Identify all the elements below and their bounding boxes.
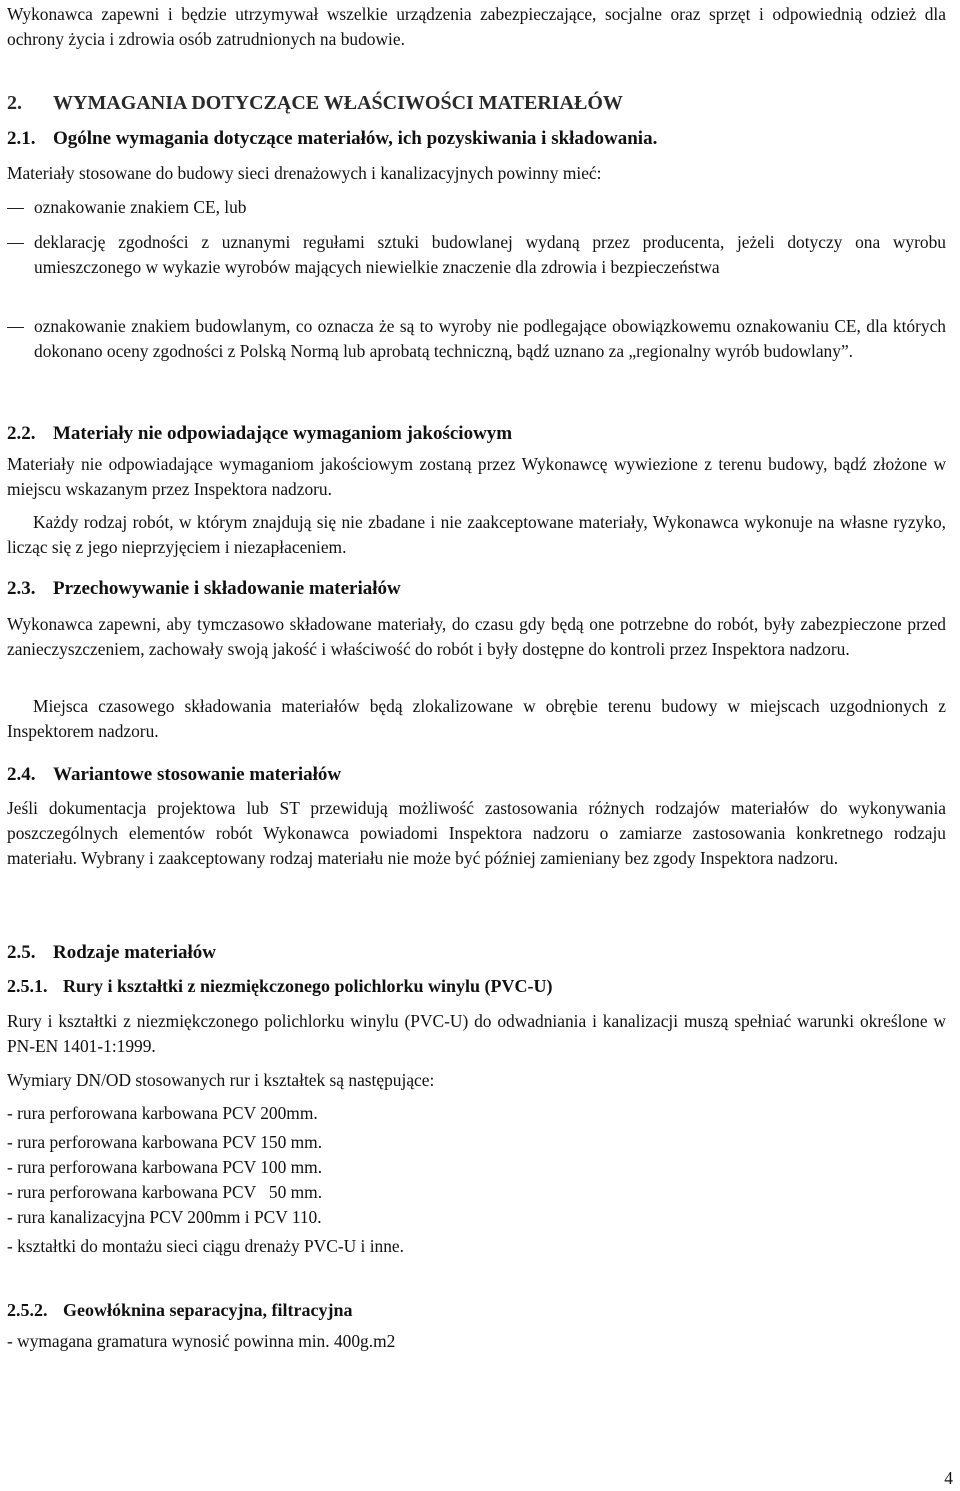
list-item: - kształtki do montażu sieci ciągu drenaży PVC-U i inne. bbox=[7, 1236, 404, 1256]
section-number: 2.5. bbox=[7, 942, 36, 963]
list-item-text: oznakowanie znakiem budowlanym, co oznacza że są to wyroby nie podlegające obowiązkowemu oznakowaniu CE, dla których dokonano oceny zgodności z Polską Normą lub aprobatą techniczną, bądź uznano za „regionalny wyrób budowlany”. bbox=[34, 316, 946, 361]
list-item: - rura perforowana karbowana PCV 150 mm. bbox=[7, 1132, 323, 1152]
s23-paragraph-1: Wykonawca zapewni, aby tymczasowo składowane materiały, do czasu gdy będą one potrzebne do robót, były zabezpieczone przed zanieczyszczeniem, zachowały swoją jakość i właściwość do robót i były dostępne do kontroli przez Inspektora nadzoru. bbox=[7, 614, 946, 659]
list-item-text: oznakowanie znakiem CE, lub bbox=[34, 197, 247, 217]
list-item bbox=[7, 314, 946, 364]
s251-paragraph-1: Rury i kształtki z niezmiękczonego polichlorku winylu (PVC-U) do odwadniania i kanalizacji muszą spełniać warunki określone w PN-EN 1401-1:1999. bbox=[7, 1011, 946, 1056]
section-2-5-2-heading bbox=[7, 1298, 946, 1323]
section-title: WYMAGANIA DOTYCZĄCE WŁAŚCIWOŚCI MATERIAŁÓW bbox=[53, 92, 623, 114]
s21-lead-paragraph: Materiały stosowane do budowy sieci drenażowych i kanalizacyjnych powinny mieć: bbox=[7, 163, 602, 183]
section-number: 2.3. bbox=[7, 578, 36, 599]
s24-paragraph-1: Jeśli dokumentacja projektowa lub ST przewidują możliwość zastosowania różnych rodzajów materiałów do wykonywania poszczególnych elementów robót Wykonawca powiadomi Inspektora nadzoru o zamiarze zastosowania konkretnego rodzaju materiału. Wybrany i zaakceptowany rodzaj materiału nie może być później zamieniany bez zgody Inspektora nadzoru. bbox=[7, 798, 946, 868]
list-item: - rura perforowana karbowana PCV 50 mm. bbox=[7, 1182, 323, 1202]
section-number: 2.1. bbox=[7, 128, 36, 149]
section-2-heading bbox=[7, 91, 946, 116]
section-number: 2.4. bbox=[7, 764, 36, 785]
section-2-4-heading bbox=[7, 762, 946, 787]
section-title: Rodzaje materiałów bbox=[53, 942, 217, 963]
section-title: Materiały nie odpowiadające wymaganiom jakościowym bbox=[53, 423, 513, 444]
section-number: 2. bbox=[7, 92, 22, 114]
section-number: 2.2. bbox=[7, 423, 36, 444]
section-title: Rury i kształtki z niezmiękczonego polichlorku winylu (PVC-U) bbox=[63, 976, 553, 996]
s23-paragraph-2: Miejsca czasowego składowania materiałów będą zlokalizowane w obrębie terenu budowy w miejscach uzgodnionych z Inspektorem nadzoru. bbox=[7, 696, 946, 741]
section-2-5-1-heading bbox=[7, 974, 946, 999]
page-number: 4 bbox=[944, 1468, 953, 1488]
section-number: 2.5.2. bbox=[7, 1300, 48, 1320]
list-item: - rura perforowana karbowana PCV 100 mm. bbox=[7, 1157, 323, 1177]
section-2-5-heading bbox=[7, 940, 946, 965]
list-item bbox=[7, 195, 946, 220]
section-2-3-heading bbox=[7, 576, 946, 601]
intro-paragraph: Wykonawca zapewni i będzie utrzymywał wszelkie urządzenia zabezpieczające, socjalne oraz sprzęt i odpowiednią odzież dla ochrony życia i zdrowia osób zatrudnionych na budowie. bbox=[7, 4, 946, 49]
s22-paragraph-2: Każdy rodzaj robót, w którym znajdują się nie zbadane i nie zaakceptowane materiały, Wykonawca wykonuje na własne ryzyko, licząc się z jego nieprzyjęciem i niezapłaceniem. bbox=[7, 512, 946, 557]
section-title: Przechowywanie i składowanie materiałów bbox=[53, 578, 401, 599]
list-item bbox=[7, 230, 946, 280]
section-2-1-heading bbox=[7, 126, 946, 151]
s251-paragraph-2: Wymiary DN/OD stosowanych rur i kształtek są następujące: bbox=[7, 1070, 435, 1090]
section-2-2-heading bbox=[7, 421, 946, 446]
section-title: Geowłóknina separacyjna, filtracyjna bbox=[63, 1300, 353, 1320]
section-number: 2.5.1. bbox=[7, 976, 48, 996]
section-title: Wariantowe stosowanie materiałów bbox=[53, 764, 342, 785]
list-item-text: deklarację zgodności z uznanymi regułami sztuki budowlanej wydaną przez producenta, jeżeli dotyczy ona wyrobu umieszczonego w wykazie wyrobów mających niewielkie znaczenie dla zdrowia i bezpieczeństwa bbox=[34, 232, 946, 277]
list-item: - rura perforowana karbowana PCV 200mm. bbox=[7, 1103, 318, 1123]
list-item: - wymagana gramatura wynosić powinna min. 400g.m2 bbox=[7, 1331, 396, 1351]
s22-paragraph-1: Materiały nie odpowiadające wymaganiom jakościowym zostaną przez Wykonawcę wywiezione z terenu budowy, bądź złożone w miejscu wskazanym przez Inspektora nadzoru. bbox=[7, 454, 946, 499]
section-title: Ogólne wymagania dotyczące materiałów, ich pozyskiwania i składowania. bbox=[53, 128, 658, 149]
list-item: - rura kanalizacyjna PCV 200mm i PCV 110. bbox=[7, 1207, 322, 1227]
